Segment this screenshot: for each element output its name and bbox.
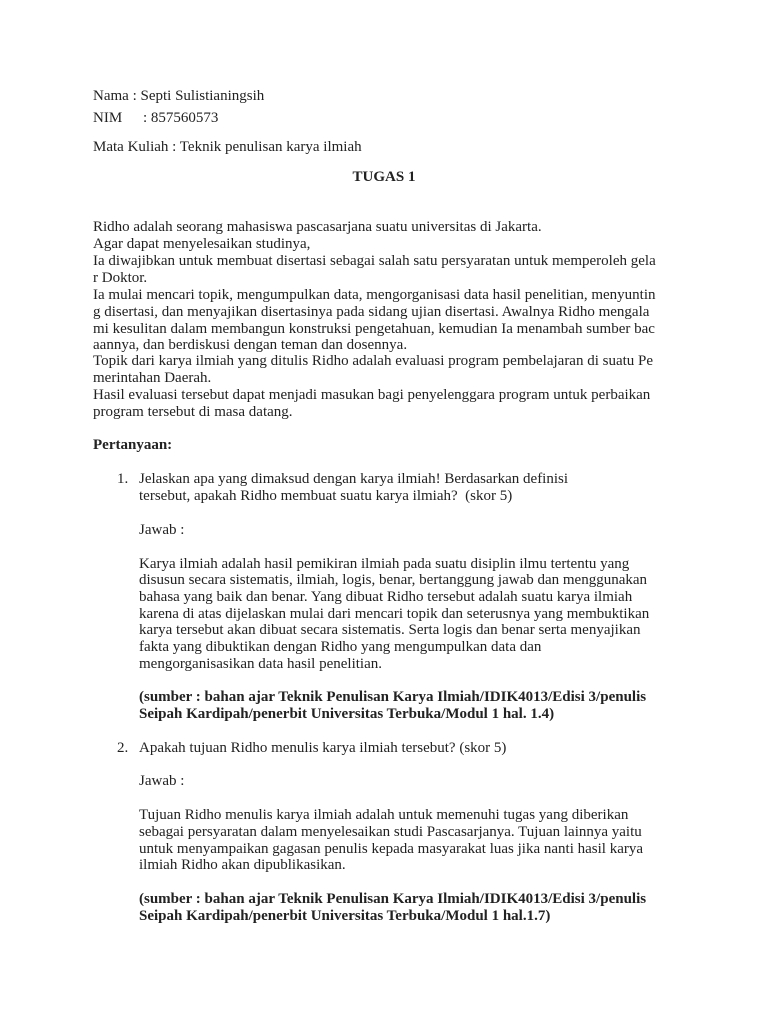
- intro-line: Ia mulai mencari topik, mengumpulkan data, mengorganisasi data hasil penelitian, menyuntin: [93, 287, 656, 303]
- course-line: Mata Kuliah : Teknik penulisan karya ilmiah: [93, 139, 362, 155]
- intro-line: r Doktor.: [93, 270, 148, 286]
- question-number: 2.: [117, 740, 129, 756]
- questions-heading: Pertanyaan:: [93, 437, 173, 453]
- answer-line: disusun secara sistematis, ilmiah, logis, benar, bertanggung jawab dan menggunakan: [139, 572, 648, 588]
- source-citation-line: Seipah Kardipah/penerbit Universitas Terbuka/Modul 1 hal.1.7): [139, 908, 551, 924]
- nim-value: : 857560573: [143, 110, 219, 126]
- intro-line: merintahan Daerah.: [93, 370, 212, 386]
- answer-line: fakta yang dibuktikan dengan Ridho yang mengumpulkan data dan: [139, 639, 542, 655]
- answer-line: Karya ilmiah adalah hasil pemikiran ilmiah pada suatu disiplin ilmu tertentu yang: [139, 556, 630, 572]
- intro-line: Ia diwajibkan untuk membuat disertasi sebagai salah satu persyaratan untuk memperoleh gela: [93, 253, 656, 269]
- answer-line: mengorganisasikan data hasil penelitian.: [139, 656, 382, 672]
- intro-line: g disertasi, dan menyajikan disertasinya pada sidang ujian disertasi. Awalnya Ridho mengala: [93, 304, 650, 320]
- intro-line: mi kesulitan dalam membangun konstruksi pengetahuan, kemudian Ia menambah sumber bac: [93, 321, 655, 337]
- intro-line: program tersebut di masa datang.: [93, 404, 293, 420]
- answer-label: Jawab :: [139, 522, 185, 538]
- answer-line: karya tersebut akan dibuat secara sistematis. Serta logis dan benar serta menyajikan: [139, 622, 641, 638]
- answer-line: bahasa yang baik dan benar. Yang dibuat Ridho tersebut adalah suatu karya ilmiah: [139, 589, 633, 605]
- answer-line: Tujuan Ridho menulis karya ilmiah adalah untuk memenuhi tugas yang diberikan: [139, 807, 629, 823]
- intro-line: Agar dapat menyelesaikan studinya,: [93, 236, 311, 252]
- answer-line: ilmiah Ridho akan dipublikasikan.: [139, 857, 346, 873]
- intro-line: Ridho adalah seorang mahasiswa pascasarjana suatu universitas di Jakarta.: [93, 219, 542, 235]
- student-name: Nama : Septi Sulistianingsih: [93, 88, 265, 104]
- document-title: TUGAS 1: [352, 169, 416, 185]
- answer-line: karena di atas dijelaskan mulai dari mencari topik dan seterusnya yang membuktikan: [139, 606, 650, 622]
- source-citation-line: (sumber : bahan ajar Teknik Penulisan Karya Ilmiah/IDIK4013/Edisi 3/penulis: [139, 891, 647, 907]
- answer-line: untuk menyampaikan gagasan penulis kepada masyarakat luas jika nanti hasil karya: [139, 841, 644, 857]
- answer-line: sebagai persyaratan dalam menyelesaikan studi Pascasarjanya. Tujuan lainnya yaitu: [139, 824, 642, 840]
- answer-label: Jawab :: [139, 773, 185, 789]
- question-text-line: Apakah tujuan Ridho menulis karya ilmiah tersebut? (skor 5): [139, 740, 507, 756]
- intro-line: aannya, dan berdiskusi dengan teman dan dosennya.: [93, 337, 408, 353]
- question-text-line: Jelaskan apa yang dimaksud dengan karya ilmiah! Berdasarkan definisi: [139, 471, 569, 487]
- source-citation-line: Seipah Kardipah/penerbit Universitas Terbuka/Modul 1 hal. 1.4): [139, 706, 555, 722]
- intro-line: Hasil evaluasi tersebut dapat menjadi masukan bagi penyelenggara program untuk perbaikan: [93, 387, 651, 403]
- question-number: 1.: [117, 471, 129, 487]
- source-citation-line: (sumber : bahan ajar Teknik Penulisan Karya Ilmiah/IDIK4013/Edisi 3/penulis: [139, 689, 647, 705]
- nim-label: NIM: [93, 110, 123, 126]
- question-text-line: tersebut, apakah Ridho membuat suatu karya ilmiah? (skor 5): [139, 488, 513, 504]
- intro-line: Topik dari karya ilmiah yang ditulis Ridho adalah evaluasi program pembelajaran di suatu Pe: [93, 353, 654, 369]
